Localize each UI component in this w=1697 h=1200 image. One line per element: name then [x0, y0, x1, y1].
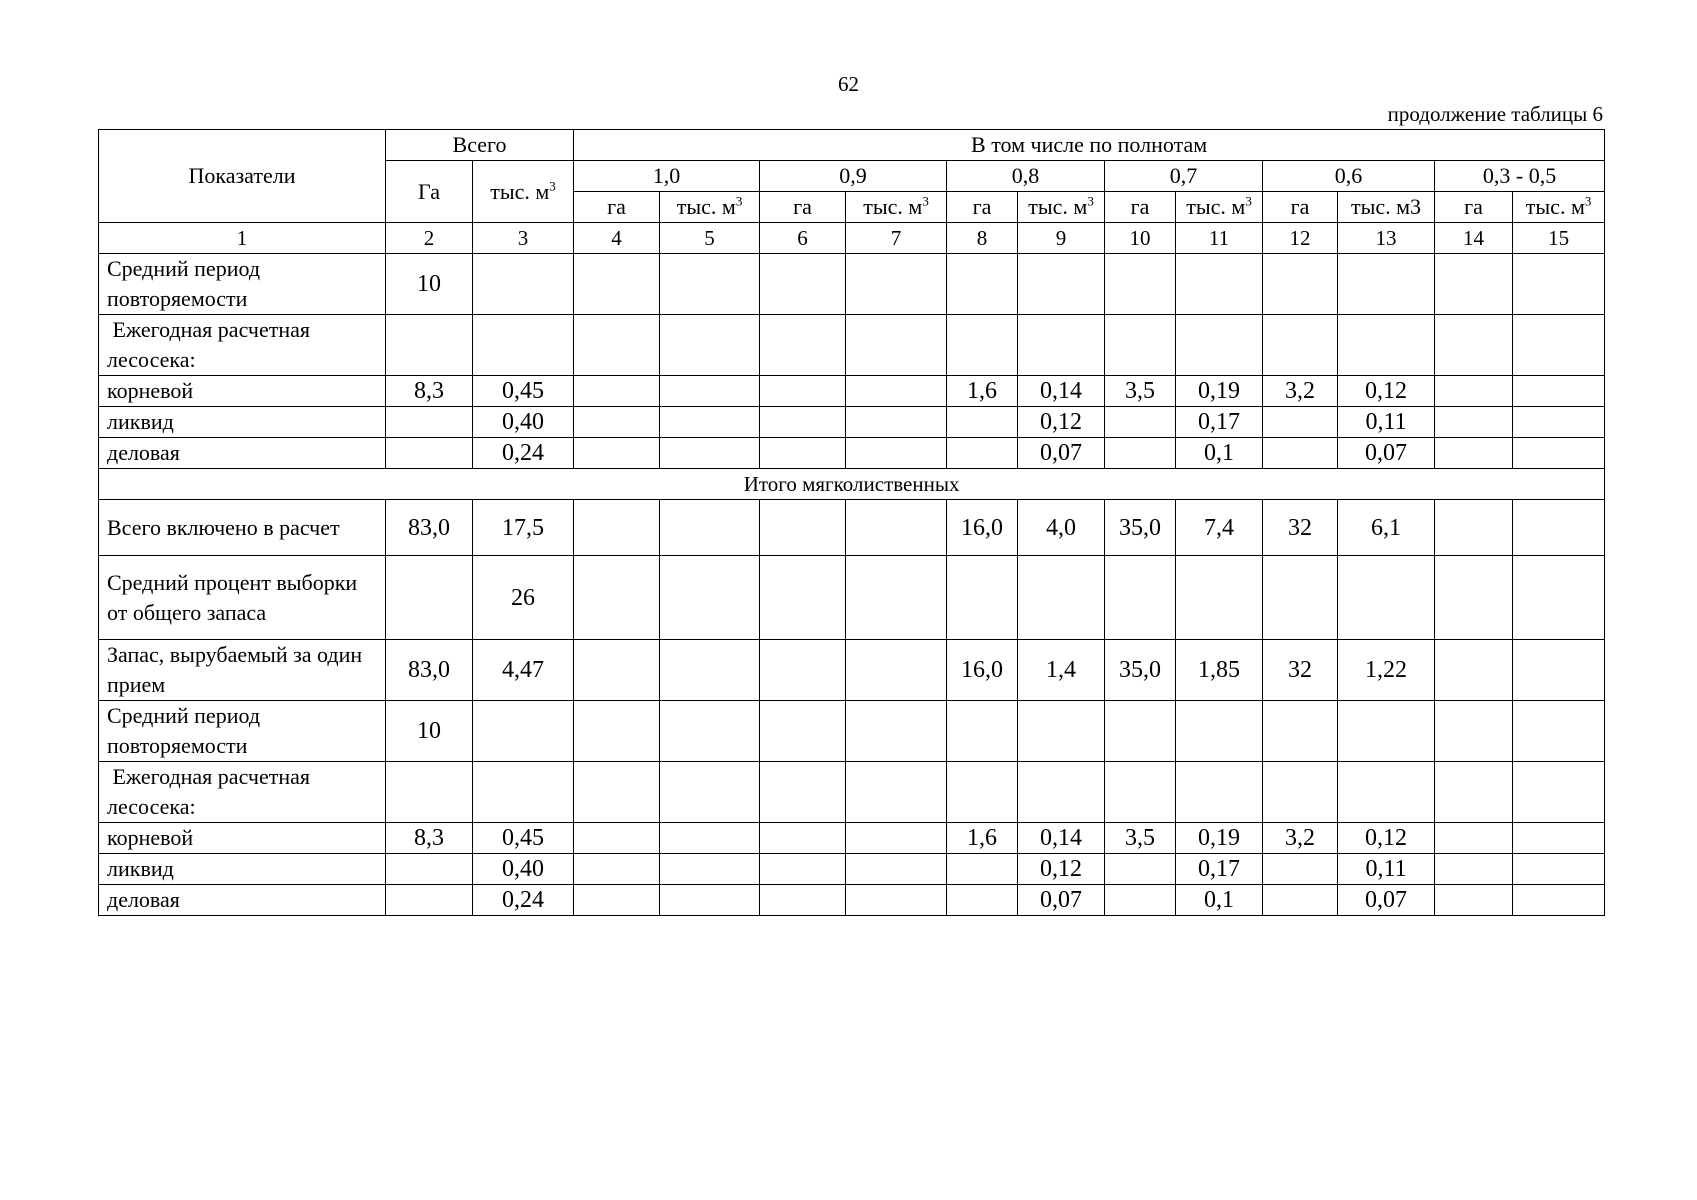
table-cell — [760, 407, 846, 438]
table-cell — [846, 556, 947, 640]
table-cell: 3,2 — [1263, 823, 1338, 854]
table-cell: 0,24 — [473, 885, 574, 916]
header-indicators: Показатели — [99, 130, 386, 223]
table-cell — [574, 376, 660, 407]
table-cell — [386, 885, 473, 916]
table-cell — [1513, 438, 1605, 469]
table-cell — [574, 315, 660, 376]
table-cell: 32 — [1263, 640, 1338, 701]
table-cell — [660, 407, 760, 438]
table-row — [99, 376, 1605, 407]
table-cell — [1435, 438, 1513, 469]
row-label: ликвид — [99, 854, 386, 885]
table-cell — [1513, 885, 1605, 916]
column-number: 14 — [1435, 223, 1513, 254]
table-cell — [1435, 315, 1513, 376]
forest-table — [98, 129, 1605, 916]
table-cell — [947, 315, 1018, 376]
table-cell: 0,07 — [1338, 438, 1435, 469]
table-cell — [574, 500, 660, 556]
table-cell: 1,6 — [947, 823, 1018, 854]
table-cell — [947, 254, 1018, 315]
column-number: 5 — [660, 223, 760, 254]
table-cell: 0,45 — [473, 823, 574, 854]
table-cell: 0,40 — [473, 407, 574, 438]
table-cell — [473, 254, 574, 315]
table-cell — [660, 823, 760, 854]
table-cell — [1105, 854, 1176, 885]
row-label: Всего включено в расчет — [99, 500, 386, 556]
table-cell: 83,0 — [386, 500, 473, 556]
table-cell — [1263, 438, 1338, 469]
header-volume: тыс. $м^3$ — [1513, 192, 1605, 223]
header-density: 0,9 — [760, 161, 947, 192]
table-cell — [660, 701, 760, 762]
column-number: 3 — [473, 223, 574, 254]
table-cell: 0,45 — [473, 376, 574, 407]
table-row — [99, 762, 1605, 823]
table-cell — [947, 701, 1018, 762]
table-cell — [760, 254, 846, 315]
table-cell: 4,0 — [1018, 500, 1105, 556]
table-cell — [1105, 438, 1176, 469]
table-cell — [846, 854, 947, 885]
header-volume: тыс. $м^3$ — [1018, 192, 1105, 223]
column-number: 12 — [1263, 223, 1338, 254]
table-cell — [386, 556, 473, 640]
column-number: 2 — [386, 223, 473, 254]
table-cell — [1513, 701, 1605, 762]
header-total-ha: Га — [386, 161, 473, 223]
table-cell — [660, 640, 760, 701]
table-cell — [1435, 701, 1513, 762]
table-cell — [1338, 701, 1435, 762]
table-cell — [1513, 854, 1605, 885]
header-density: 0,6 — [1263, 161, 1435, 192]
section-title: Итого мягколиственных — [99, 469, 1605, 500]
table-cell: 0,11 — [1338, 407, 1435, 438]
table-cell — [760, 438, 846, 469]
table-cell — [760, 823, 846, 854]
table-row — [99, 854, 1605, 885]
table-cell — [1435, 762, 1513, 823]
table-cell — [1018, 701, 1105, 762]
table-row — [99, 701, 1605, 762]
table-cell — [473, 701, 574, 762]
table-cell — [1263, 254, 1338, 315]
table-cell — [574, 701, 660, 762]
table-cell: 83,0 — [386, 640, 473, 701]
table-cell — [846, 762, 947, 823]
column-number: 11 — [1176, 223, 1263, 254]
table-cell: 8,3 — [386, 376, 473, 407]
table-cell — [660, 762, 760, 823]
table-cell: 7,4 — [1176, 500, 1263, 556]
header-total: Всего — [386, 130, 574, 161]
header-density: 0,8 — [947, 161, 1105, 192]
table-cell — [473, 315, 574, 376]
row-label: корневой — [99, 823, 386, 854]
table-cell — [1338, 254, 1435, 315]
table-cell — [1176, 254, 1263, 315]
table-cell: 0,14 — [1018, 376, 1105, 407]
row-label: Средний период повторяемости — [99, 254, 386, 315]
table-body — [99, 254, 1605, 916]
table-cell: 0,17 — [1176, 854, 1263, 885]
table-cell — [1435, 500, 1513, 556]
table-cell: 1,6 — [947, 376, 1018, 407]
header-density: 0,7 — [1105, 161, 1263, 192]
table-cell: 26 — [473, 556, 574, 640]
table-row — [99, 885, 1605, 916]
table-cell — [846, 885, 947, 916]
table-cell — [1513, 823, 1605, 854]
table-cell — [1513, 640, 1605, 701]
table-cell — [660, 254, 760, 315]
table-cell — [1105, 315, 1176, 376]
table-cell — [574, 823, 660, 854]
table-cell — [1176, 315, 1263, 376]
row-label: деловая — [99, 885, 386, 916]
header-volume-m3: тыс. м3 — [1338, 192, 1435, 223]
table-cell — [473, 762, 574, 823]
table-cell — [760, 376, 846, 407]
table-cell — [760, 701, 846, 762]
table-cell — [1435, 823, 1513, 854]
table-cell — [760, 762, 846, 823]
table-cell: 3,5 — [1105, 823, 1176, 854]
table-cell — [1018, 762, 1105, 823]
table-cell — [386, 854, 473, 885]
table-cell — [947, 438, 1018, 469]
table-cell — [1105, 701, 1176, 762]
table-row — [99, 556, 1605, 640]
column-number: 4 — [574, 223, 660, 254]
table-cell: 0,12 — [1338, 376, 1435, 407]
table-cell: 8,3 — [386, 823, 473, 854]
header-ha: га — [1435, 192, 1513, 223]
table-row — [99, 500, 1605, 556]
table-caption: продолжение таблицы 6 — [1387, 102, 1603, 126]
row-label: Запас, вырубаемый за один прием — [99, 640, 386, 701]
table-cell — [846, 640, 947, 701]
row-label: деловая — [99, 438, 386, 469]
table-cell: 0,07 — [1338, 885, 1435, 916]
table-cell: 10 — [386, 701, 473, 762]
column-number: 7 — [846, 223, 947, 254]
table-cell — [846, 254, 947, 315]
table-cell: 0,19 — [1176, 376, 1263, 407]
table-cell: 0,12 — [1338, 823, 1435, 854]
table-cell — [660, 885, 760, 916]
page-number: 62 — [838, 72, 859, 96]
table-cell — [1338, 556, 1435, 640]
table-cell: 0,1 — [1176, 885, 1263, 916]
table-cell — [1176, 762, 1263, 823]
table-cell — [1018, 254, 1105, 315]
table-cell — [760, 500, 846, 556]
header-ha: га — [1263, 192, 1338, 223]
table-cell: 0,07 — [1018, 438, 1105, 469]
table-cell: 3,5 — [1105, 376, 1176, 407]
table-cell — [1513, 254, 1605, 315]
header-including: В том числе по полнотам — [574, 130, 1605, 161]
table-cell — [1435, 885, 1513, 916]
table-cell — [574, 254, 660, 315]
table-cell: 17,5 — [473, 500, 574, 556]
table-cell: 0,19 — [1176, 823, 1263, 854]
column-number: 9 — [1018, 223, 1105, 254]
table-cell — [574, 885, 660, 916]
table-cell — [1263, 701, 1338, 762]
table-cell — [947, 854, 1018, 885]
column-number: 1 — [99, 223, 386, 254]
column-number: 8 — [947, 223, 1018, 254]
table-cell — [574, 556, 660, 640]
table-cell: 1,85 — [1176, 640, 1263, 701]
row-label: Ежегодная расчетная лесосека: — [99, 315, 386, 376]
column-number: 13 — [1338, 223, 1435, 254]
row-label: корневой — [99, 376, 386, 407]
table-cell: 0,07 — [1018, 885, 1105, 916]
table-cell — [947, 762, 1018, 823]
header-row-1 — [99, 130, 1605, 161]
table-cell — [760, 640, 846, 701]
table-cell: 16,0 — [947, 500, 1018, 556]
table-cell — [1176, 556, 1263, 640]
header-ha: га — [947, 192, 1018, 223]
column-number: 10 — [1105, 223, 1176, 254]
table-cell — [1263, 885, 1338, 916]
column-number: 6 — [760, 223, 846, 254]
table-cell: 0,14 — [1018, 823, 1105, 854]
table-cell — [1435, 556, 1513, 640]
column-number: 15 — [1513, 223, 1605, 254]
column-number-row — [99, 223, 1605, 254]
header-ha: га — [760, 192, 846, 223]
table-cell — [1105, 254, 1176, 315]
table-cell — [660, 500, 760, 556]
table-cell — [760, 885, 846, 916]
table-cell — [1105, 885, 1176, 916]
section-row — [99, 469, 1605, 500]
table-cell — [574, 640, 660, 701]
table-cell — [1105, 407, 1176, 438]
table-cell — [846, 701, 947, 762]
row-label: ликвид — [99, 407, 386, 438]
table-cell — [1435, 254, 1513, 315]
table-cell — [1435, 376, 1513, 407]
table-cell — [1263, 854, 1338, 885]
table-row — [99, 640, 1605, 701]
row-label: Средний процент выборки от общего запаса — [99, 556, 386, 640]
table-cell — [1018, 315, 1105, 376]
header-ha: га — [574, 192, 660, 223]
table-cell: 0,11 — [1338, 854, 1435, 885]
table-cell — [1105, 762, 1176, 823]
table-cell — [760, 315, 846, 376]
table-cell — [574, 762, 660, 823]
header-ha: га — [1105, 192, 1176, 223]
table-cell — [1513, 500, 1605, 556]
table-cell: 4,47 — [473, 640, 574, 701]
table-cell: 1,22 — [1338, 640, 1435, 701]
table-cell: 6,1 — [1338, 500, 1435, 556]
table-cell: 0,17 — [1176, 407, 1263, 438]
table-cell — [1263, 407, 1338, 438]
table-cell — [660, 438, 760, 469]
table-cell: 3,2 — [1263, 376, 1338, 407]
table-cell — [574, 438, 660, 469]
table-cell: 1,4 — [1018, 640, 1105, 701]
table-cell — [1513, 556, 1605, 640]
table-cell — [846, 407, 947, 438]
table-row — [99, 823, 1605, 854]
table-cell — [760, 556, 846, 640]
table-cell: 16,0 — [947, 640, 1018, 701]
table-cell — [1513, 762, 1605, 823]
table-cell — [1263, 315, 1338, 376]
table-cell: 35,0 — [1105, 500, 1176, 556]
table-cell — [846, 315, 947, 376]
table-cell — [1176, 701, 1263, 762]
header-volume: тыс. $м^3$ — [1176, 192, 1263, 223]
table-cell — [846, 376, 947, 407]
header-density: 0,3 - 0,5 — [1435, 161, 1605, 192]
table-cell — [1263, 556, 1338, 640]
table-cell: 32 — [1263, 500, 1338, 556]
table-cell — [1105, 556, 1176, 640]
table-cell — [1513, 315, 1605, 376]
table-row — [99, 315, 1605, 376]
table-row — [99, 254, 1605, 315]
header-volume: тыс. $м^3$ — [846, 192, 947, 223]
table-cell — [1513, 376, 1605, 407]
header-volume: тыс. $м^3$ — [660, 192, 760, 223]
table-cell — [1435, 854, 1513, 885]
table-cell: 0,40 — [473, 854, 574, 885]
table-cell: 10 — [386, 254, 473, 315]
row-label: Средний период повторяемости — [99, 701, 386, 762]
table-cell — [760, 854, 846, 885]
table-cell — [1513, 407, 1605, 438]
table-cell — [386, 407, 473, 438]
table-cell — [386, 438, 473, 469]
table-cell — [1338, 315, 1435, 376]
table-cell: 0,12 — [1018, 854, 1105, 885]
table-cell — [1263, 762, 1338, 823]
header-density: 1,0 — [574, 161, 760, 192]
table-row — [99, 438, 1605, 469]
table-cell — [947, 885, 1018, 916]
table-cell — [660, 376, 760, 407]
row-label: Ежегодная расчетная лесосека: — [99, 762, 386, 823]
table-cell — [574, 854, 660, 885]
table-cell — [1018, 556, 1105, 640]
table-cell — [660, 556, 760, 640]
table-cell: 0,1 — [1176, 438, 1263, 469]
header-total-volume: тыс. $м^3$ — [473, 161, 574, 223]
table-cell — [1435, 407, 1513, 438]
table-cell — [386, 315, 473, 376]
table-row — [99, 407, 1605, 438]
table-cell — [660, 854, 760, 885]
table-cell — [947, 556, 1018, 640]
table-cell — [947, 407, 1018, 438]
table-cell — [846, 823, 947, 854]
table-cell — [660, 315, 760, 376]
table-cell — [574, 407, 660, 438]
table-cell: 0,24 — [473, 438, 574, 469]
table-cell — [1338, 762, 1435, 823]
table-cell — [846, 438, 947, 469]
table-cell — [1435, 640, 1513, 701]
table-cell: 35,0 — [1105, 640, 1176, 701]
table-cell: 0,12 — [1018, 407, 1105, 438]
table-cell — [846, 500, 947, 556]
table-cell — [386, 762, 473, 823]
